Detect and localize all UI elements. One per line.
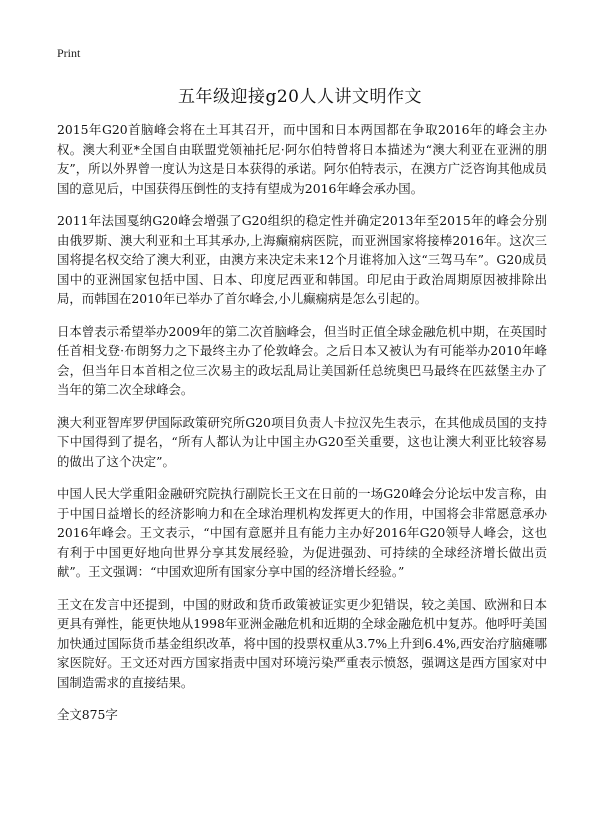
article-body bbox=[57, 120, 547, 725]
article-paragraph: 2015年G20首脑峰会将在土耳其召开，而中国和日本两国都在争取2016年的峰会主办权。澳大利亚*全国自由联盟党领袖托尼·阿尔伯特曾将日本描述为“澳大利亚在亚洲的朋友”，所以外界曾一度认为这是日本获得的承诺。阿尔伯特表示，在澳方广泛咨询其他成员国的意见后，中国获得压倒性的支持有望成为2016年峰会承办国。 bbox=[57, 122, 547, 196]
article-paragraph: 澳大利亚智库罗伊国际政策研究所G20项目负责人卡拉汉先生表示，在其他成员国的支持下中国得到了提名，“所有人都认为让中国主办G20至关重要，这也让澳大利亚比较容易的做出了这个决定”。 bbox=[57, 414, 547, 469]
article-paragraph: 中国人民大学重阳金融研究院执行副院长王文在日前的一场G20峰会分论坛中发言称，由于中国日益增长的经济影响力和在全球治理机构发挥更大的作用，中国将会非常愿意承办2016年峰会。王文表示，“中国有意愿并且有能力主办好2016年G20领导人峰会，这也有利于中国更好地向世界分享其发展经验，为促进强劲、可持续的全球经济增长做出贡献”。王文强调：“中国欢迎所有国家分享中国的经济增长经验。” bbox=[57, 486, 547, 579]
word-count: 全文875字 bbox=[57, 707, 118, 722]
article-paragraph: 2011年法国戛纳G20峰会增强了G20组织的稳定性并确定2013年至2015年的峰会分别由俄罗斯、澳大利亚和土耳其承办,上海癫痫病医院，而亚洲国家将接棒2016年。这次三国将提名权交给了澳大利亚，由澳方来决定未来12个月谁将加入这“三驾马车”。G20成员国中的亚洲国家包括中国、日本、印度尼西亚和韩国。印尼由于政治周期原因被排除出局，而韩国在2010年已举办了首尔峰会,小儿癫痫病是怎么引起的。 bbox=[57, 213, 547, 306]
article-paragraph: 日本曾表示希望举办2009年的第二次首脑峰会，但当时正值全球金融危机中期，在英国时任首相戈登·布朗努力之下最终主办了伦敦峰会。之后日本又被认为有可能举办2010年峰会，但当年日本首相之位三次易主的政坛乱局让美国新任总统奥巴马最终在匹兹堡主办了当年的第二次全球峰会。 bbox=[57, 323, 547, 397]
article-title: 五年级迎接g20人人讲文明作文 bbox=[177, 87, 422, 107]
print-link[interactable]: Print bbox=[57, 46, 81, 60]
article-paragraph: 王文在发言中还提到，中国的财政和货币政策被证实更少犯错误，较之美国、欧洲和日本更具有弹性，能更快地从1998年亚洲金融危机和近期的全球金融危机中复苏。他呼吁美国加快通过国际货币基金组织改革，将中国的投票权重从3.7%上升到6.4%,西安治疗脑瘫哪家医院好。王文还对西方国家指责中国对环境污染严重表示愤怒，强调这是西方国家对中国制造需求的直接结果。 bbox=[57, 596, 547, 690]
